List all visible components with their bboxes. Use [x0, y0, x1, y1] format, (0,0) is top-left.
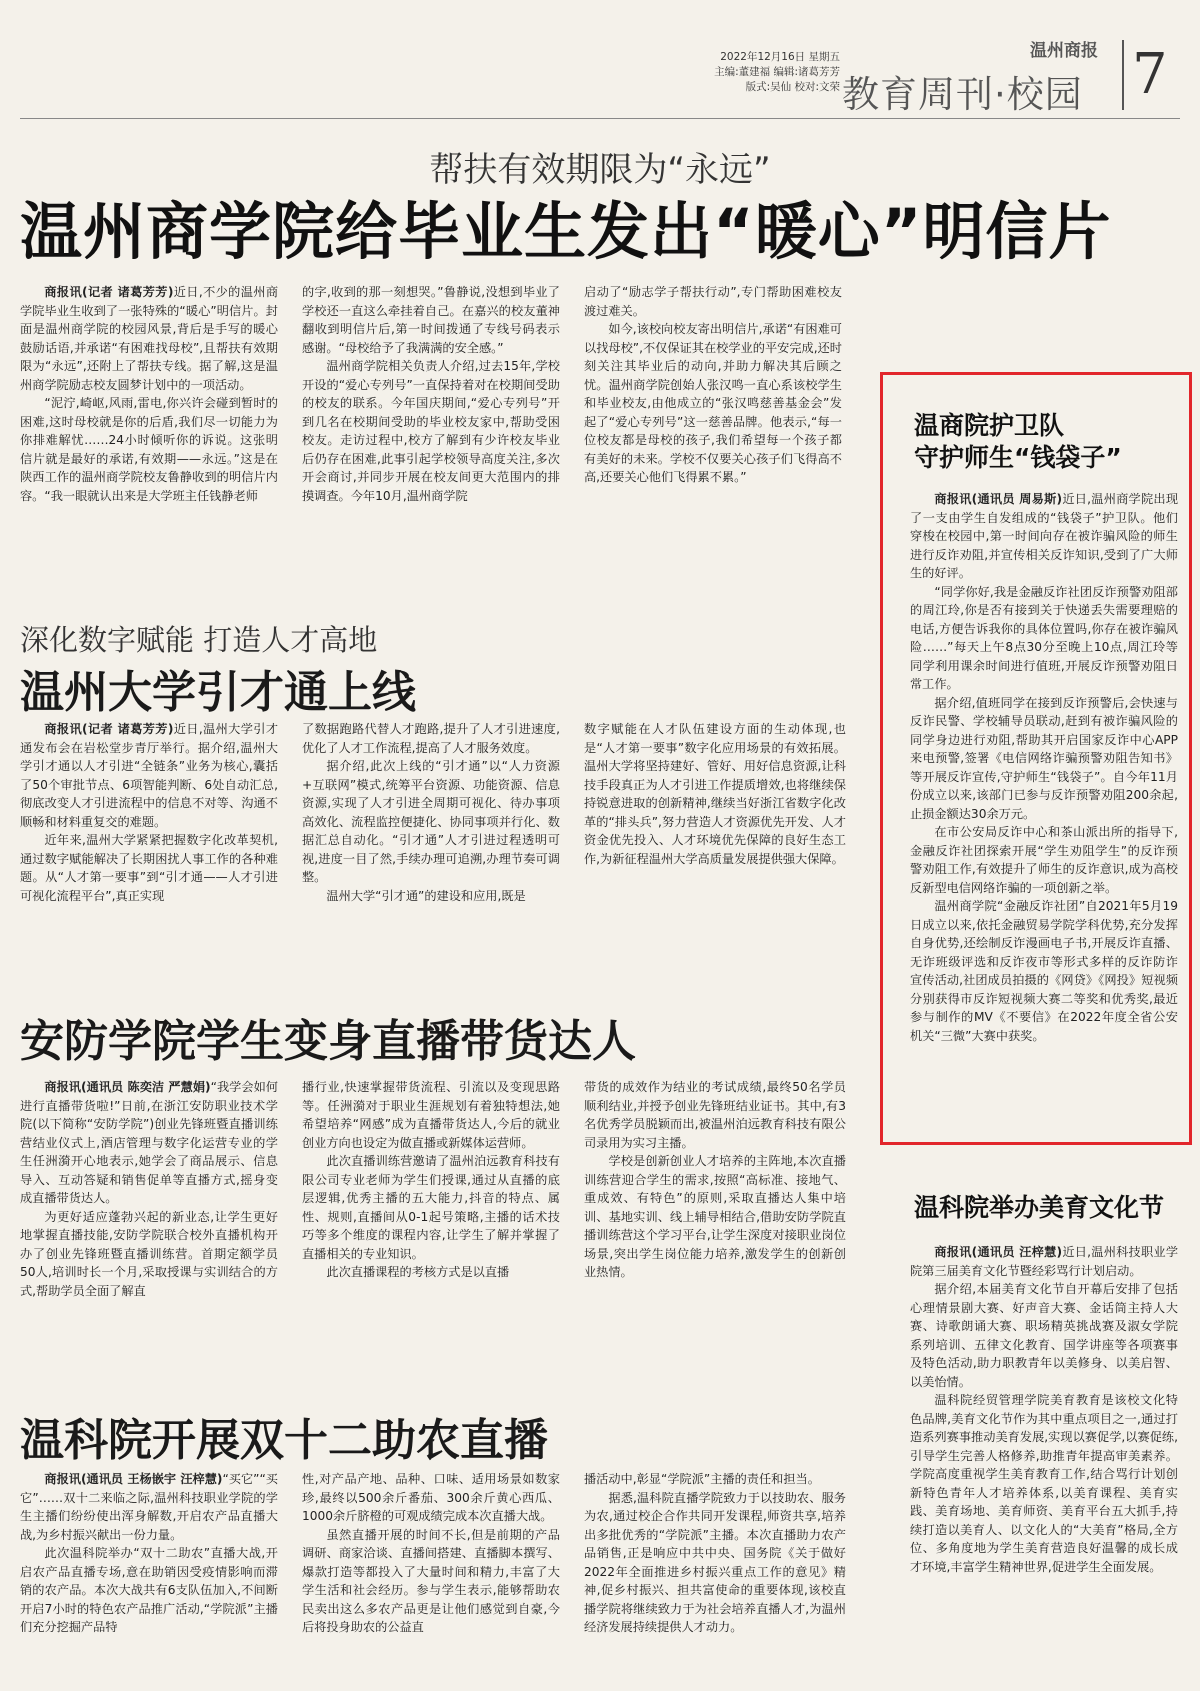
masthead-divider: [1122, 40, 1124, 110]
masthead-rule: [20, 118, 1180, 119]
article2-para: 温州大学“引才通”的建设和应用,既是: [326, 888, 526, 903]
article4-para: 性,对产品产地、品种、口味、适用场景如数家珍,最终以500余斤番茄、300余斤黄心西瓜、1000余斤脐橙的可观成绩完成本次直播大战。: [302, 1472, 560, 1523]
sidebar2-para: 近日,温州科技职业学院第三届美育文化节暨经彩骂行计划启动。: [910, 1245, 1178, 1278]
section-name: 教育周刊·校园: [842, 73, 1083, 116]
sidebar1-para: 温州商学院“金融反诈社团”自2021年5月19日成立以来,依托金融贸易学院学科优势,充分发挥自身优势,还绘制反诈漫画电子书,开展反诈直播、无诈班级评选和反诈夜市等形式多样的反诈防诈宣传活动,社团成员拍摄的《网贷》《网投》短视频分别获得市反诈短视频大赛二等奖和优秀奖,最近参与制作的MV《不要信》在2022年度全省公安机关“三微”大赛中获奖。: [910, 899, 1178, 1043]
article2-para: 近年来,温州大学紧紧把握数字化改革契机,通过数字赋能解决了长期困扰人事工作的各种难题。从“人才第一要事”到“引才通——人才引进可视化流程平台”,真正实现: [20, 833, 278, 903]
sidebar1-body: [910, 490, 1178, 1130]
article1-col1: [20, 283, 278, 573]
article3-byline: 商报讯(通讯员 陈奕洁 严慧娟): [44, 1080, 211, 1094]
article4-para: 虽然直播开展的时间不长,但是前期的产品调研、商家洽谈、直播间搭建、直播脚本撰写、爆款打造等都投入了大量时间和精力,丰富了大学生活和社会经历。参与学生表示,能够帮助农民卖出这么多农产品更是让他们感觉到自豪,今后将投身助农的公益直: [302, 1527, 560, 1634]
article2-para: 据介绍,此次上线的“引才通”以“人力资源+互联网”模式,统筹平台资源、功能资源、信息资源,实现了人才引进全周期可视化、待办事项高效化、流程监控便捷化、协同事项并行化、数据汇总自动化。“引才通”人才引进过程透明可视,进度一目了然,手续办理可追溯,办理节奏可调整。: [302, 759, 560, 884]
article4-col3: [584, 1470, 846, 1670]
sidebar1-para: 据介绍,值班同学在接到反诈预警后,会快速与反诈民警、学校辅导员联动,赶到有被诈骗风险的同学身边进行劝阻,帮助其开启国家反诈中心APP来电预警,签署《电信网络诈骗预警劝阻告知书》等开展反诈宣传,守护师生“钱袋子”。自今年11月份成立以来,该部门已参与反诈预警劝阻200余起,止损金额达30余万元。: [910, 695, 1178, 821]
article3-para: 带货的成效作为结业的考试成绩,最终50名学员顺利结业,并授予创业先锋班结业证书。其中,有3名优秀学员脱颖而出,被温州泊远教育科技有限公司录用为实习主播。: [584, 1080, 846, 1150]
article4-para: 播活动中,彰显“学院派”主播的责任和担当。: [584, 1472, 820, 1486]
article4-col1: [20, 1470, 278, 1670]
sidebar2-body: [910, 1243, 1178, 1675]
date-line: 2022年12月16日 星期五: [720, 51, 840, 63]
article4-para: 此次温科院举办“双十二助农”直播大战,开启农产品直播专场,意在助销因受疫情影响而滞销的农产品。本次大战共有6支队伍加入,不间断开启7小时的特色农产品推广活动,“学院派”主播们充分挖掘产品特: [20, 1546, 278, 1634]
article1-col3: [584, 283, 842, 573]
article3-para: 此次直播训练营邀请了温州泊远教育科技有限公司专业老师为学生们授课,通过从直播的底层逻辑,优秀主播的五大能力,抖音的特点、属性、规则,直播间从0-1起号策略,主播的话术技巧等多个维度的课程内容,让学生了解并掌握了直播相关的专业知识。: [302, 1154, 560, 1261]
page-number: 7: [1132, 42, 1168, 107]
article2-col2: [302, 720, 560, 935]
article4-col2: [302, 1470, 560, 1670]
article3-para: 播行业,快速掌握带货流程、引流以及变现思路等。任洲漪对于职业生涯规划有着独特想法,她希望培养“网感”成为直播带货达人,今后的就业创业方向也设定为做直播或新媒体运营师。: [302, 1080, 560, 1150]
article1-para: 近日,不少的温州商学院毕业生收到了一张特殊的“暖心”明信片。封面是温州商学院的校园风景,背后是手写的暖心鼓励话语,并承诺“有困难找母校”,且帮扶有效期限为“永远”,还附上了帮扶专线。据了解,这是温州商学院励志校友圆梦计划中的一项活动。: [20, 285, 278, 392]
article4-para: “买它”“买它”……双十二来临之际,温州科技职业学院的学生主播们纷纷使出浑身解数,开启农产品直播大战,为乡村振兴献出一份力量。: [20, 1472, 278, 1542]
article3-para: 学校是创新创业人才培养的主阵地,本次直播训练营迎合学生的需求,按照“高标准、接地气、重成效、有特色”的原则,采取直播达人集中培训、基地实训、线上辅导相结合,借助安防学院直播训练营这个学习平台,让学生深度对接职业岗位场景,突出学生岗位能力培养,激发学生的创新创业热情。: [584, 1154, 846, 1279]
sidebar1-headline: [914, 410, 1122, 474]
paper-name: 温州商报: [1030, 41, 1098, 61]
article1-kicker: 帮扶有效期限为“永远”: [429, 150, 771, 190]
article1-para: 启动了“励志学子帮扶行动”,专门帮助困难校友渡过难关。: [584, 285, 842, 318]
article4-headline: 温科院开展双十二助农直播: [20, 1415, 548, 1466]
article1-byline: 商报讯(记者 诸葛芳芳): [44, 285, 174, 299]
sidebar2-para: 温科院经贸管理学院美育教育是该校文化特色品牌,美育文化节作为其中重点项目之一,通过打造系列赛事推动美育发展,实现以赛促学,以赛促练,引导学生完善人格修养,助推青年提高审美素养。学院高度重视学生美育教育工作,结合骂行计划创新特色青年人才培养体系,以美育课程、美育实践、美育场地、美育师资、美育平台五大抓手,持续打造以美育人、以文化人的“大美育”格局,全方位、多角度地为学生美育营造良好温馨的成长成才环境,丰富学生精神世界,促进学生全面发展。: [910, 1393, 1178, 1574]
article1-para: 温州商学院相关负责人介绍,过去15年,学校开设的“爱心专列号”一直保持着对在校期间受助的校友的联系。今年国庆期间,“爱心专列号”开到几名在校期间受助的毕业校友家中,帮助受困校友。走访过程中,校方了解到有少许校友毕业后仍存在困难,此事引起学校领导高度关注,多次开会商讨,并同步开展在校友间更大范围内的排摸调查。今年10月,温州商学院: [302, 359, 560, 503]
article1-col2: [302, 283, 560, 573]
article3-headline: 安防学院学生变身直播带货达人: [20, 1016, 636, 1067]
sidebar2-para: 据介绍,本届美育文化节自开幕后安排了包括心理情景剧大赛、好声音大赛、金话筒主持人大赛、诗歌朗诵大赛、职场精英挑战赛及淑女学院系列培训、五律文化教育、国学讲座等各项赛事及特色活动,助力职教青年以美修身、以美启智、以美怡情。: [910, 1282, 1178, 1389]
sidebar1-byline: 商报讯(通讯员 周易斯): [934, 492, 1063, 506]
article4-para: 据悉,温科院直播学院致力于以技助农、服务为农,通过校企合作共同开发课程,师资共享,培养出多批优秀的“学院派”主播。本次直播助力农产品销售,正是响应中共中央、国务院《关于做好2022年全面推进乡村振兴重点工作的意见》精神,促乡村振兴、担共富使命的重要体现,该校直播学院将继续致力于为社会培养直播人才,为温州经济发展持续提供人才动力。: [584, 1490, 846, 1634]
article3-col1: [20, 1078, 278, 1363]
article2-para: 了数据跑路代替人才跑路,提升了人才引进速度,优化了人才工作流程,提高了人才服务效度。: [302, 722, 560, 755]
article1-headline: 温州商学院给毕业生发出“暖心”明信片: [20, 195, 1112, 268]
sidebar1-para: “同学你好,我是金融反诈社团反诈预警劝阻部的周江玲,你是否有接到关于快递丢失需要理赔的电话,方便告诉我你的具体位置吗,你存在被诈骗风险……”每天上午8点30分至晚上10点,周江玲等同学利用课余时间进行值班,开展反诈预警劝阻日常工作。: [910, 584, 1178, 691]
masthead-meta: [640, 50, 840, 95]
article2-byline: 商报讯(记者 诸葛芳芳): [44, 722, 174, 736]
article3-col3: [584, 1078, 846, 1363]
article1-para: 的字,收到的那一刻想哭。”鲁静说,没想到毕业了学校还一直这么牵挂着自己。在嘉兴的校友董神翻收到明信片后,第一时间拨通了专线号码表示感谢。“母校给予了我满满的安全感。”: [302, 285, 560, 355]
article2-para: 近日,温州大学引才通发布会在岩松堂步青厅举行。据介绍,温州大学引才通以人才引进“全链条”业务为核心,囊括了50个审批节点、6项智能判断、6处自动汇总,彻底改变人才引进流程中的信息不对等、沟通不顺畅和材料重复交的难题。: [20, 722, 278, 829]
article3-col2: [302, 1078, 560, 1363]
sidebar1-para: 近日,温州商学院出现了一支由学生自发组成的“钱袋子”护卫队。他们穿梭在校园中,第一时间向存在被诈骗风险的师生进行反诈劝阻,并宣传相关反诈知识,受到了广大师生的好评。: [910, 492, 1178, 580]
article3-para: 为更好适应蓬勃兴起的新业态,让学生更好地掌握直播技能,安防学院联合校外直播机构开办了创业先锋班暨直播训练营。首期定额学员50人,培训时长一个月,采取授课与实训结合的方式,帮助学员全面了解直: [20, 1209, 278, 1298]
article2-headline: 温州大学引才通上线: [20, 667, 416, 718]
editors-line: 主编:董建福 编辑:诸葛芳芳: [714, 66, 840, 78]
article2-para: 数字赋能在人才队伍建设方面的生动体现,也是“人才第一要事”数字化应用场景的有效拓展。温州大学将坚持建好、管好、用好信息资源,让科技手段真正为人才引进工作提质增效,也将继续保持锐意进取的创新精神,继续当好浙江省数字化改革的“排头兵”,努力营造人才资源优先开发、人才资金优先投入、人才环境优先保障的良好生态工作,为新征程温州大学高质量发展提供强大保障。: [584, 722, 846, 866]
sidebar1-headline-line2: 守护师生“钱袋子”: [914, 443, 1122, 472]
sidebar2-byline: 商报讯(通讯员 汪梓慧): [934, 1245, 1063, 1259]
article1-para: “泥泞,崎岖,风雨,雷电,你兴许会碰到暂时的困难,这时母校就是你的后盾,我们尽一切能力为你排难解忧……24小时倾听你的诉说。这张明信片就是最好的承诺,有效期——永远。”这是在陕西工作的温州商学院校友鲁静收到的明信片内容。“我一眼就认出来是大学班主任钱静老师: [20, 396, 278, 503]
article2-col1: [20, 720, 278, 935]
article3-para: “我学会如何进行直播带货啦!”日前,在浙江安防职业技术学院(以下简称“安防学院”)创业先锋班暨直播训练营结业仪式上,酒店管理与数字化运营专业的学生任洲漪开心地表示,她学会了商品展示、信息导入、互动答疑和销售促单等直播方式,摇身变成直播带货达人。: [20, 1080, 278, 1205]
layout-line: 版式:吴仙 校对:文荣: [745, 81, 840, 93]
article2-col3: [584, 720, 846, 935]
article1-para: 如今,该校向校友寄出明信片,承诺“有困难可以找母校”,不仅保证其在校学业的平安完成,还时刻关注其毕业后的动向,并助力解决其后顾之忧。温州商学院创始人张汉鸣一直心系该校学生和毕业校友,由他成立的“张汉鸣慈善基金会”发起了“爱心专列号”这一慈善品牌。他表示,“每一位校友都是母校的孩子,我们希望每一个孩子都有美好的未来。学校不仅要关心孩子们飞得高不高,还要关心他们飞得累不累。”: [584, 322, 842, 484]
sidebar1-para: 在市公安局反诈中心和茶山派出所的指导下,金融反诈社团探索开展“学生劝阻学生”的反诈预警劝阻工作,有效提升了师生的反诈意识,成为高校反新型电信网络诈骗的一项创新之举。: [910, 825, 1178, 895]
article3-para: 此次直播课程的考核方式是以直播: [326, 1265, 510, 1279]
sidebar2-headline: 温科院举办美育文化节: [914, 1193, 1165, 1222]
article4-byline: 商报讯(通讯员 王杨嵌宇 汪梓慧): [44, 1472, 223, 1486]
sidebar1-headline-line1: 温商院护卫队: [914, 411, 1065, 440]
article2-kicker: 深化数字赋能 打造人才高地: [20, 623, 378, 657]
